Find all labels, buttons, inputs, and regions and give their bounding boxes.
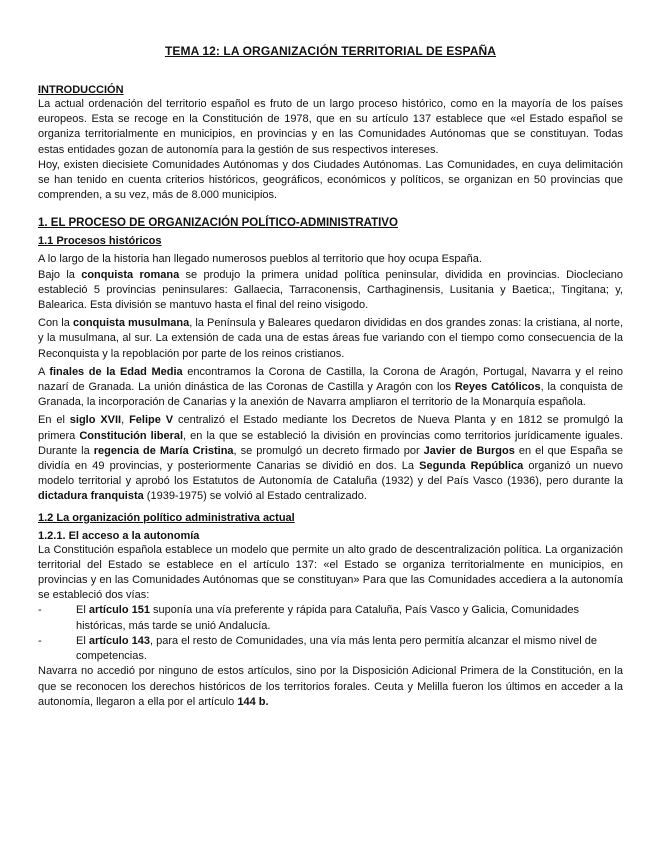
document-page [38, 44, 623, 710]
bold-term: siglo XVII [69, 414, 122, 427]
text-run: (1939-1975) se volvió al Estado centralizado. [143, 490, 367, 503]
bold-term: Reyes Católicos [454, 381, 541, 394]
section-1-2-heading: 1.2 La organización político administrativa actual [38, 511, 295, 524]
text-run: en el que España se dividía en 49 provincias, y posteriormente Canarias se dividió en dos. La [38, 444, 623, 473]
text-run: , se promulgó un decreto firmado por [233, 444, 424, 457]
text-run: , en la que se estableció la división en provincias como territorios jurídicamente iguales. Durante la [38, 429, 623, 457]
bold-term: Felipe V [129, 414, 174, 427]
list-dash: - [38, 634, 42, 647]
section-1-1-paragraph-4 [38, 365, 623, 411]
text-run: , la conquista de Granada, la incorporación de Canarias y la anexión de Navarra ampliaron el territorio de la Monarquía española. [38, 381, 623, 409]
bold-term: artículo 143 [88, 634, 150, 647]
section-1-1-paragraph-3 [38, 316, 623, 362]
section-1-1-paragraph-5 [38, 413, 623, 504]
document-title: TEMA 12: LA ORGANIZACIÓN TERRITORIAL DE ESPAÑA [164, 44, 497, 58]
section-1-1-paragraph-2 [38, 268, 623, 314]
section-1-1-heading: 1.1 Procesos históricos [38, 235, 162, 248]
intro-paragraph-2: Hoy, existen diecisiete Comunidades Autónomas y dos Ciudades Autónomas. Las Comunidades, en cuya delimitación se han tenido en cuenta criterios históricos, geográficos, económicos y políticos, se organizan en 50 provincias que comprenden, a su vez, más de 8.000 municipios. [38, 158, 623, 202]
intro-paragraph-1: La actual ordenación del territorio español es fruto de un largo proceso histórico, como en la mayoría de los países europeos. Esta se recoge en la Constitución de 1978, que en su artículo 137 establece que «el Estado español se organiza territorialmente en municipios, en provincias y en las Comunidades Autónomas que se constituyan. Todas estas entidades gozan de autonomía para la gestión de sus respectivos intereses. [38, 98, 623, 156]
section-1-1-paragraph-1: A lo largo de la historia han llegado numerosos pueblos al territorio que hoy ocupa España. [38, 253, 482, 266]
bold-term: Segunda República [419, 460, 524, 473]
text-run: A [38, 365, 50, 378]
bold-term: conquista musulmana [72, 317, 190, 330]
text-run: organizó un nuevo modelo territorial y aprobó los Estatutos de Autonomía de Cataluña (1932) y del País Vasco (1936), pero durante la [38, 460, 623, 488]
text-run: En el [38, 414, 70, 427]
list-item-text [76, 603, 623, 633]
bold-term: finales de la Edad Media [49, 365, 183, 378]
text-run: , [121, 414, 130, 427]
text-run: suponía una vía preferente y rápida para Cataluña, País Vasco y Galicia, Comunidades históricas, más tarde se unió Andalucía. [76, 604, 580, 632]
section-1-2-1-paragraph-2 [38, 664, 623, 710]
bold-term: Javier de Burgos [423, 444, 515, 457]
list-item [38, 603, 623, 633]
section-1-2-1-paragraph-1: La Constitución española establece un modelo que permite un alto grado de descentralización política. La organización territorial del Estado se establece en el artículo 137: «el Estado se organiza territorialmente en municipios, en provincias y en las Comunidades Autónomas que se constituyan» Para que las Comunidades accediera a la autonomía se estableció dos vías: [38, 543, 623, 602]
list-item [38, 634, 623, 664]
section-1-2-1-heading: 1.2.1. El acceso a la autonomía [38, 529, 200, 542]
list-item-text [76, 634, 623, 664]
text-run: El [76, 634, 89, 647]
text-run: centralizó el Estado mediante los Decretos de Nueva Planta y en 1812 se promulgó la primera [38, 414, 623, 442]
text-run: El [76, 604, 89, 617]
intro-heading: INTRODUCCIÓN [38, 84, 124, 96]
list-dash: - [38, 604, 42, 617]
bold-term: conquista romana [81, 268, 180, 281]
text-run: Navarra no accedió por ninguno de estos artículos, sino por la Disposición Adicional Primera de la Constitución, en la que se reconocen los derechos históricos de los territorios forales. Ceuta y Melilla fueron los últimos en acceder a la autonomía, llegaron a ella por el artículo [38, 665, 623, 708]
text-run: Bajo la [38, 268, 82, 281]
text-run: , para el resto de Comunidades, una vía más lenta pero permitía alcanzar el mismo nivel de competencias. [76, 634, 597, 663]
bold-term: dictadura franquista [38, 490, 144, 503]
text-run: , la Península y Baleares quedaron divididas en dos grandes zonas: la cristiana, al norte, y la musulmana, al sur. La extensión de cada una de estas áreas fue variando con el tiempo como consecuencia de la Reconquista y la repoblación por parte de los reinos cristianos. [38, 317, 623, 360]
text-run: se produjo la primera unidad política peninsular, dividida en provincias. Diocleciano estableció 5 provincias peninsulares: Gallaecia, Tarraconensis, Carthaginensis, Lusitania y Baetica;, Tingitana; y, Balearica. Esta división se mantuvo hasta el final del reino visigodo. [38, 268, 623, 312]
text-run: Con la [38, 317, 73, 330]
text-run: encontramos la Corona de Castilla, la Corona de Aragón, Portugal, Navarra y el reino nazarí de Granada. La unión dinástica de las Coronas de Castilla y Aragón con los [38, 365, 623, 394]
section-1-heading: 1. EL PROCESO DE ORGANIZACIÓN POLÍTICO-ADMINISTRATIVO [38, 217, 398, 230]
bold-term: regencia de María Cristina [93, 444, 234, 457]
bold-term: 144 b. [237, 695, 269, 708]
bold-term: Constitución liberal [79, 429, 184, 442]
bold-term: artículo 151 [88, 604, 150, 617]
